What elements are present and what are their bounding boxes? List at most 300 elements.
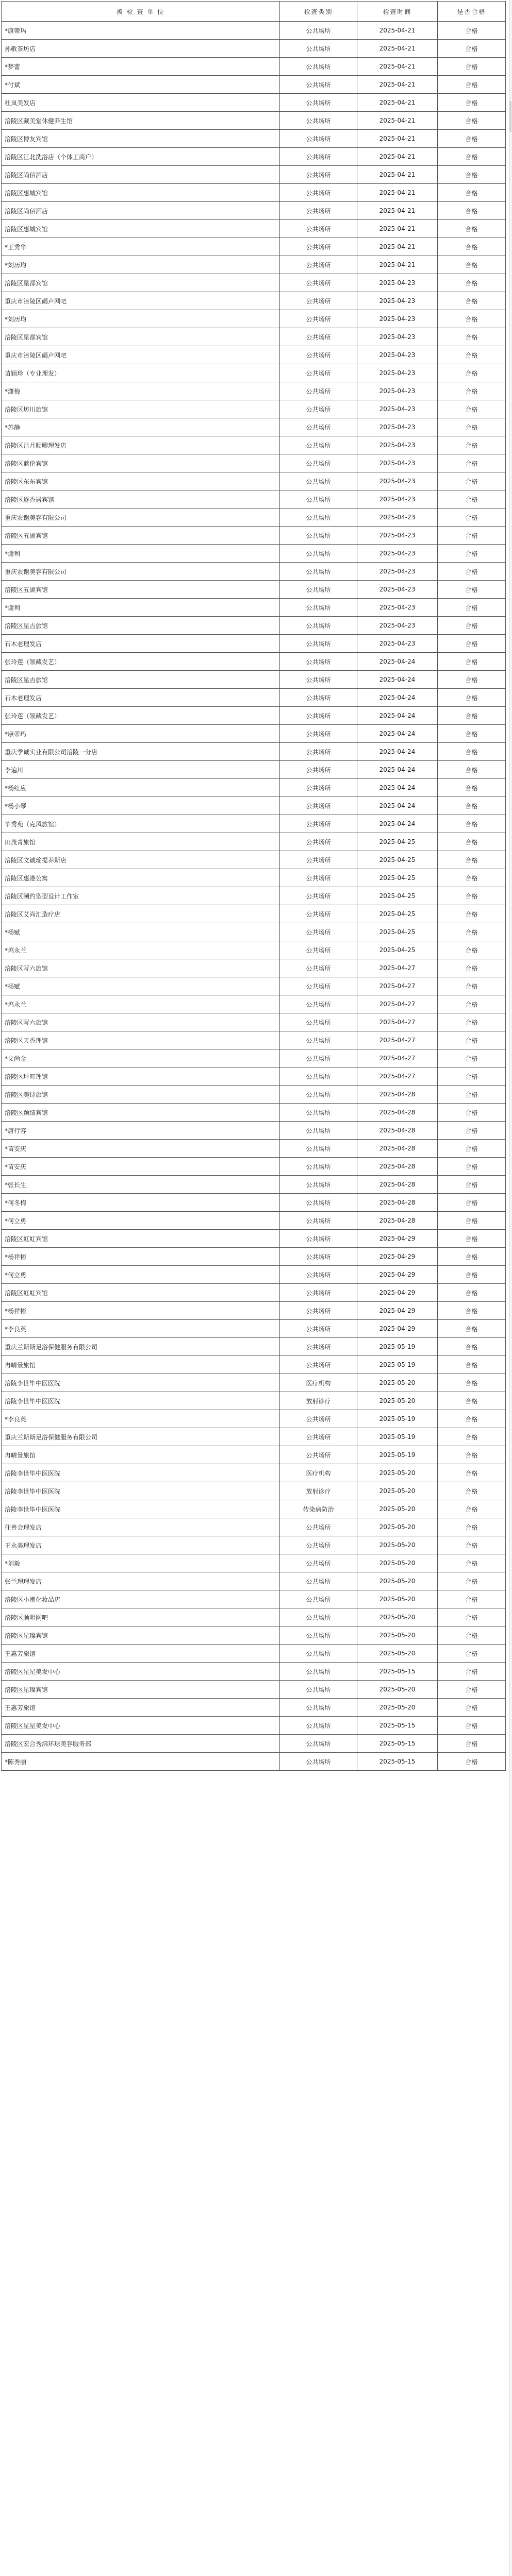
cell-unit: 涪陵区东东宾馆: [2, 472, 280, 490]
cell-date: 2025-04-28: [357, 1086, 438, 1104]
cell-date: 2025-04-23: [357, 310, 438, 328]
table-row: [2, 1266, 506, 1284]
cell-date: 2025-04-23: [357, 436, 438, 454]
cell-date: 2025-05-19: [357, 1428, 438, 1446]
cell-date: 2025-04-27: [357, 1067, 438, 1086]
cell-type: 公共场所: [280, 1572, 357, 1590]
window-right-edge: [509, 0, 512, 2576]
table-row: [2, 292, 506, 310]
table-row: [2, 977, 506, 995]
cell-date: 2025-05-15: [357, 1735, 438, 1753]
cell-result: 合格: [438, 328, 506, 346]
table-row: [2, 1067, 506, 1086]
cell-date: 2025-04-21: [357, 112, 438, 130]
cell-result: 合格: [438, 1284, 506, 1302]
cell-type: 公共场所: [280, 851, 357, 869]
cell-date: 2025-04-21: [357, 58, 438, 76]
cell-unit: 张兰理理发店: [2, 1572, 280, 1590]
cell-unit: 涪陵区星璨宾馆: [2, 1626, 280, 1645]
cell-unit: 涪陵区写六旅馆: [2, 959, 280, 977]
cell-date: 2025-04-25: [357, 869, 438, 887]
cell-type: 公共场所: [280, 617, 357, 635]
cell-unit: 石木老理发店: [2, 635, 280, 653]
cell-type: 公共场所: [280, 292, 357, 310]
cell-date: 2025-04-28: [357, 1104, 438, 1122]
cell-type: 公共场所: [280, 1248, 357, 1266]
cell-result: 合格: [438, 653, 506, 671]
cell-type: 公共场所: [280, 1031, 357, 1049]
cell-date: 2025-04-24: [357, 743, 438, 761]
cell-type: 公共场所: [280, 40, 357, 58]
table-row: [2, 1212, 506, 1230]
table-row: [2, 1536, 506, 1554]
cell-result: 合格: [438, 1374, 506, 1392]
cell-unit: 往善会理发店: [2, 1518, 280, 1536]
cell-date: 2025-04-21: [357, 22, 438, 40]
cell-result: 合格: [438, 1590, 506, 1608]
cell-unit: 张玲莲（领藏发艺）: [2, 653, 280, 671]
cell-date: 2025-04-28: [357, 1158, 438, 1176]
cell-unit: *文尚金: [2, 1049, 280, 1067]
cell-date: 2025-04-23: [357, 346, 438, 364]
cell-unit: 涪陵区坊川旅馆: [2, 400, 280, 418]
cell-type: 公共场所: [280, 509, 357, 527]
cell-date: 2025-04-27: [357, 1013, 438, 1031]
cell-date: 2025-05-19: [357, 1410, 438, 1428]
cell-unit: 涪陵区江北洗浴店（个体工商户）: [2, 148, 280, 166]
cell-date: 2025-04-21: [357, 94, 438, 112]
cell-unit: 涪陵区星都宾馆: [2, 274, 280, 292]
table-row: [2, 1446, 506, 1464]
cell-unit: 涪陵李世毕中医医院: [2, 1500, 280, 1518]
cell-type: 公共场所: [280, 220, 357, 238]
cell-type: 公共场所: [280, 599, 357, 617]
cell-type: 公共场所: [280, 1681, 357, 1699]
cell-date: 2025-05-19: [357, 1356, 438, 1374]
cell-result: 合格: [438, 779, 506, 797]
cell-unit: 涪陵区虹虹宾馆: [2, 1230, 280, 1248]
cell-result: 合格: [438, 22, 506, 40]
cell-result: 合格: [438, 166, 506, 184]
table-row: [2, 1158, 506, 1176]
cell-result: 合格: [438, 238, 506, 256]
table-row: [2, 382, 506, 400]
scrollbar-thumb[interactable]: [509, 101, 511, 132]
cell-result: 合格: [438, 689, 506, 707]
cell-unit: *苗安庆: [2, 1158, 280, 1176]
cell-unit: *坞永兰: [2, 941, 280, 959]
cell-type: 公共场所: [280, 274, 357, 292]
cell-unit: *何立勇: [2, 1212, 280, 1230]
cell-result: 合格: [438, 1663, 506, 1681]
cell-unit: 涪陵区星都宾馆: [2, 328, 280, 346]
cell-result: 合格: [438, 1392, 506, 1410]
cell-result: 合格: [438, 1681, 506, 1699]
cell-unit: 涪陵区潮约型型设计工作室: [2, 887, 280, 905]
cell-result: 合格: [438, 509, 506, 527]
table-row: [2, 1753, 506, 1771]
cell-type: 公共场所: [280, 527, 357, 545]
cell-unit: *潇梅: [2, 382, 280, 400]
table-row: [2, 1428, 506, 1446]
table-row: [2, 166, 506, 184]
table-row: [2, 1554, 506, 1572]
table-row: [2, 1735, 506, 1753]
table-row: [2, 887, 506, 905]
cell-unit: 涪陵区小潮化妆品店: [2, 1590, 280, 1608]
cell-type: 公共场所: [280, 941, 357, 959]
cell-type: 公共场所: [280, 743, 357, 761]
cell-unit: 重庆兰斯斯足浴保健服务有限公司: [2, 1428, 280, 1446]
cell-date: 2025-05-20: [357, 1699, 438, 1717]
cell-date: 2025-05-20: [357, 1482, 438, 1500]
cell-result: 合格: [438, 1248, 506, 1266]
cell-result: 合格: [438, 1536, 506, 1554]
cell-date: 2025-05-20: [357, 1554, 438, 1572]
cell-result: 合格: [438, 202, 506, 220]
table-row: [2, 1626, 506, 1645]
cell-result: 合格: [438, 923, 506, 941]
cell-date: 2025-04-24: [357, 779, 438, 797]
cell-type: 公共场所: [280, 995, 357, 1013]
table-row: [2, 1590, 506, 1608]
cell-result: 合格: [438, 599, 506, 617]
table-row: [2, 1194, 506, 1212]
table-row: [2, 1608, 506, 1626]
cell-unit: 石木老理发店: [2, 689, 280, 707]
cell-unit: *梦蕾: [2, 58, 280, 76]
cell-type: 公共场所: [280, 581, 357, 599]
table-row: [2, 743, 506, 761]
header-date: 检查时间: [357, 2, 438, 22]
table-row: [2, 130, 506, 148]
cell-type: 公共场所: [280, 1122, 357, 1140]
table-row: [2, 184, 506, 202]
cell-date: 2025-04-24: [357, 815, 438, 833]
cell-date: 2025-04-25: [357, 941, 438, 959]
cell-result: 合格: [438, 707, 506, 725]
cell-result: 合格: [438, 436, 506, 454]
cell-result: 合格: [438, 527, 506, 545]
cell-type: 传染病防治: [280, 1500, 357, 1518]
cell-unit: 王永美理发店: [2, 1536, 280, 1554]
cell-type: 公共场所: [280, 815, 357, 833]
cell-type: 公共场所: [280, 1608, 357, 1626]
table-row: [2, 220, 506, 238]
cell-result: 合格: [438, 1302, 506, 1320]
table-row: [2, 1482, 506, 1500]
cell-result: 合格: [438, 1410, 506, 1428]
table-row: [2, 941, 506, 959]
cell-unit: *坞永兰: [2, 995, 280, 1013]
cell-type: 公共场所: [280, 1176, 357, 1194]
cell-date: 2025-05-19: [357, 1338, 438, 1356]
cell-date: 2025-04-25: [357, 905, 438, 923]
cell-unit: 张玲莲（领藏发艺）: [2, 707, 280, 725]
cell-result: 合格: [438, 310, 506, 328]
table-row: [2, 1699, 506, 1717]
cell-date: 2025-04-29: [357, 1320, 438, 1338]
table-row: [2, 779, 506, 797]
cell-result: 合格: [438, 400, 506, 418]
cell-type: 公共场所: [280, 905, 357, 923]
cell-unit: 田茂青旅馆: [2, 833, 280, 851]
cell-unit: 冉晴景旅馆: [2, 1356, 280, 1374]
cell-unit: 涪陵区惠城宾馆: [2, 220, 280, 238]
cell-date: 2025-05-20: [357, 1590, 438, 1608]
cell-date: 2025-05-15: [357, 1753, 438, 1771]
table-row: [2, 1122, 506, 1140]
cell-date: 2025-04-28: [357, 1140, 438, 1158]
cell-type: 公共场所: [280, 923, 357, 941]
table-row: [2, 1104, 506, 1122]
cell-type: 公共场所: [280, 1699, 357, 1717]
cell-result: 合格: [438, 1013, 506, 1031]
cell-result: 合格: [438, 671, 506, 689]
cell-type: 公共场所: [280, 1086, 357, 1104]
cell-unit: *何立勇: [2, 1266, 280, 1284]
table-row: [2, 112, 506, 130]
cell-unit: 涪陵区五湖宾馆: [2, 527, 280, 545]
cell-type: 公共场所: [280, 869, 357, 887]
cell-unit: 重庆农谢美容有限公司: [2, 509, 280, 527]
table-row: [2, 1230, 506, 1248]
cell-date: 2025-04-23: [357, 635, 438, 653]
cell-unit: *何冬梅: [2, 1194, 280, 1212]
table-row: [2, 58, 506, 76]
table-row: [2, 527, 506, 545]
cell-unit: 涪陵区颖绩宾馆: [2, 1104, 280, 1122]
cell-result: 合格: [438, 418, 506, 436]
cell-unit: 涪陵区惠城宾馆: [2, 184, 280, 202]
table-row: [2, 1663, 506, 1681]
table-row: [2, 509, 506, 527]
cell-type: 公共场所: [280, 94, 357, 112]
cell-unit: 涪陵区尚佰酒店: [2, 166, 280, 184]
cell-result: 合格: [438, 617, 506, 635]
cell-unit: *杨小琴: [2, 797, 280, 815]
table-row: [2, 815, 506, 833]
cell-unit: 苗颖珍（专业理发）: [2, 364, 280, 382]
cell-unit: 涪陵区星星美发中心: [2, 1663, 280, 1681]
cell-unit: 涪陵区蓝伦宾馆: [2, 454, 280, 472]
cell-unit: 涪陵李世毕中医医院: [2, 1374, 280, 1392]
header-result: 是否合格: [438, 2, 506, 22]
cell-date: 2025-04-23: [357, 418, 438, 436]
cell-result: 合格: [438, 1266, 506, 1284]
cell-result: 合格: [438, 1031, 506, 1049]
cell-result: 合格: [438, 1554, 506, 1572]
cell-unit: *苏静: [2, 418, 280, 436]
table-row: [2, 1572, 506, 1590]
cell-unit: 涪陵区星星美发中心: [2, 1717, 280, 1735]
cell-date: 2025-05-19: [357, 1446, 438, 1464]
cell-unit: *王秀华: [2, 238, 280, 256]
cell-type: 公共场所: [280, 364, 357, 382]
cell-type: 公共场所: [280, 400, 357, 418]
cell-date: 2025-04-28: [357, 1212, 438, 1230]
cell-type: 公共场所: [280, 1266, 357, 1284]
cell-type: 公共场所: [280, 346, 357, 364]
table-row: [2, 490, 506, 509]
cell-unit: *谢利: [2, 545, 280, 563]
cell-date: 2025-04-21: [357, 148, 438, 166]
table-row: [2, 1410, 506, 1428]
cell-result: 合格: [438, 274, 506, 292]
cell-type: 公共场所: [280, 725, 357, 743]
cell-type: 公共场所: [280, 1446, 357, 1464]
cell-type: 公共场所: [280, 1554, 357, 1572]
cell-date: 2025-04-23: [357, 472, 438, 490]
cell-unit: 涪陵区美诗旅馆: [2, 1086, 280, 1104]
table-row: [2, 923, 506, 941]
cell-type: 公共场所: [280, 1013, 357, 1031]
cell-date: 2025-04-21: [357, 238, 438, 256]
cell-type: 公共场所: [280, 22, 357, 40]
table-row: [2, 94, 506, 112]
cell-date: 2025-04-21: [357, 76, 438, 94]
cell-unit: 李遍川: [2, 761, 280, 779]
cell-unit: *康蒂玛: [2, 725, 280, 743]
cell-date: 2025-04-27: [357, 995, 438, 1013]
cell-result: 合格: [438, 995, 506, 1013]
cell-type: 公共场所: [280, 635, 357, 653]
cell-unit: 杜岚美发店: [2, 94, 280, 112]
table-row: [2, 310, 506, 328]
table-row: [2, 22, 506, 40]
cell-unit: *杨赋: [2, 977, 280, 995]
cell-type: 公共场所: [280, 76, 357, 94]
cell-unit: *杨红应: [2, 779, 280, 797]
table-row: [2, 274, 506, 292]
cell-unit: 涪陵区逐香居宾馆: [2, 490, 280, 509]
table-row: [2, 454, 506, 472]
cell-date: 2025-04-23: [357, 382, 438, 400]
cell-date: 2025-04-23: [357, 545, 438, 563]
cell-date: 2025-04-21: [357, 220, 438, 238]
cell-result: 合格: [438, 1500, 506, 1518]
cell-date: 2025-04-25: [357, 833, 438, 851]
cell-date: 2025-04-23: [357, 509, 438, 527]
cell-date: 2025-04-29: [357, 1302, 438, 1320]
cell-unit: 孙敬茶坊店: [2, 40, 280, 58]
cell-result: 合格: [438, 1428, 506, 1446]
cell-date: 2025-04-24: [357, 797, 438, 815]
cell-type: 公共场所: [280, 1284, 357, 1302]
cell-date: 2025-05-20: [357, 1500, 438, 1518]
cell-result: 合格: [438, 761, 506, 779]
cell-result: 合格: [438, 1572, 506, 1590]
cell-date: 2025-04-23: [357, 527, 438, 545]
table-row: [2, 1284, 506, 1302]
cell-date: 2025-04-23: [357, 364, 438, 382]
cell-unit: *陈秀丽: [2, 1753, 280, 1771]
cell-unit: 重庆季诚实业有限公司涪陵一分店: [2, 743, 280, 761]
cell-result: 合格: [438, 1482, 506, 1500]
cell-unit: 重庆市涪陵区碣卢网吧: [2, 346, 280, 364]
table-row: [2, 472, 506, 490]
cell-result: 合格: [438, 905, 506, 923]
cell-date: 2025-04-29: [357, 1284, 438, 1302]
cell-type: 公共场所: [280, 797, 357, 815]
table-row: [2, 851, 506, 869]
table-row: [2, 1645, 506, 1663]
cell-type: 公共场所: [280, 310, 357, 328]
cell-result: 合格: [438, 1122, 506, 1140]
cell-result: 合格: [438, 1320, 506, 1338]
cell-result: 合格: [438, 220, 506, 238]
cell-type: 公共场所: [280, 112, 357, 130]
table-row: [2, 328, 506, 346]
cell-unit: 涪陵区文诚瑜提养斯店: [2, 851, 280, 869]
cell-result: 合格: [438, 1049, 506, 1067]
table-row: [2, 364, 506, 382]
table-row: [2, 1013, 506, 1031]
cell-type: 公共场所: [280, 1049, 357, 1067]
table-row: [2, 1248, 506, 1266]
table-row: [2, 1464, 506, 1482]
cell-result: 合格: [438, 1140, 506, 1158]
cell-date: 2025-04-28: [357, 1122, 438, 1140]
cell-result: 合格: [438, 1626, 506, 1645]
cell-date: 2025-04-27: [357, 1031, 438, 1049]
cell-unit: *苗安庆: [2, 1140, 280, 1158]
cell-result: 合格: [438, 887, 506, 905]
cell-type: 放射诊疗: [280, 1392, 357, 1410]
table-row: [2, 545, 506, 563]
table-row: [2, 400, 506, 418]
cell-type: 公共场所: [280, 1356, 357, 1374]
cell-unit: *张长生: [2, 1176, 280, 1194]
cell-date: 2025-04-23: [357, 581, 438, 599]
cell-type: 公共场所: [280, 1230, 357, 1248]
table-row: [2, 905, 506, 923]
table-row: [2, 959, 506, 977]
cell-unit: 毕秀苑（克风旅馆）: [2, 815, 280, 833]
cell-unit: 王惠芳旅馆: [2, 1645, 280, 1663]
cell-type: 公共场所: [280, 1626, 357, 1645]
inspection-results-sheet: [1, 1, 505, 1771]
table-row: [2, 1392, 506, 1410]
cell-date: 2025-04-28: [357, 1194, 438, 1212]
cell-unit: 王惠芳旅馆: [2, 1699, 280, 1717]
cell-result: 合格: [438, 490, 506, 509]
cell-unit: *杨祥彬: [2, 1302, 280, 1320]
table-row: [2, 76, 506, 94]
cell-result: 合格: [438, 1230, 506, 1248]
table-row: [2, 581, 506, 599]
table-row: [2, 1681, 506, 1699]
cell-result: 合格: [438, 1086, 506, 1104]
cell-unit: 重庆农谢美容有限公司: [2, 563, 280, 581]
cell-type: 公共场所: [280, 184, 357, 202]
table-row: [2, 833, 506, 851]
cell-type: 公共场所: [280, 166, 357, 184]
table-row: [2, 689, 506, 707]
cell-type: 公共场所: [280, 689, 357, 707]
cell-date: 2025-05-20: [357, 1536, 438, 1554]
cell-unit: *李良英: [2, 1320, 280, 1338]
cell-date: 2025-04-25: [357, 923, 438, 941]
cell-result: 合格: [438, 1608, 506, 1626]
table-row: [2, 797, 506, 815]
cell-date: 2025-05-20: [357, 1392, 438, 1410]
cell-type: 公共场所: [280, 1663, 357, 1681]
cell-type: 公共场所: [280, 130, 357, 148]
cell-type: 公共场所: [280, 1735, 357, 1753]
table-row: [2, 995, 506, 1013]
cell-unit: *刘毅: [2, 1554, 280, 1572]
